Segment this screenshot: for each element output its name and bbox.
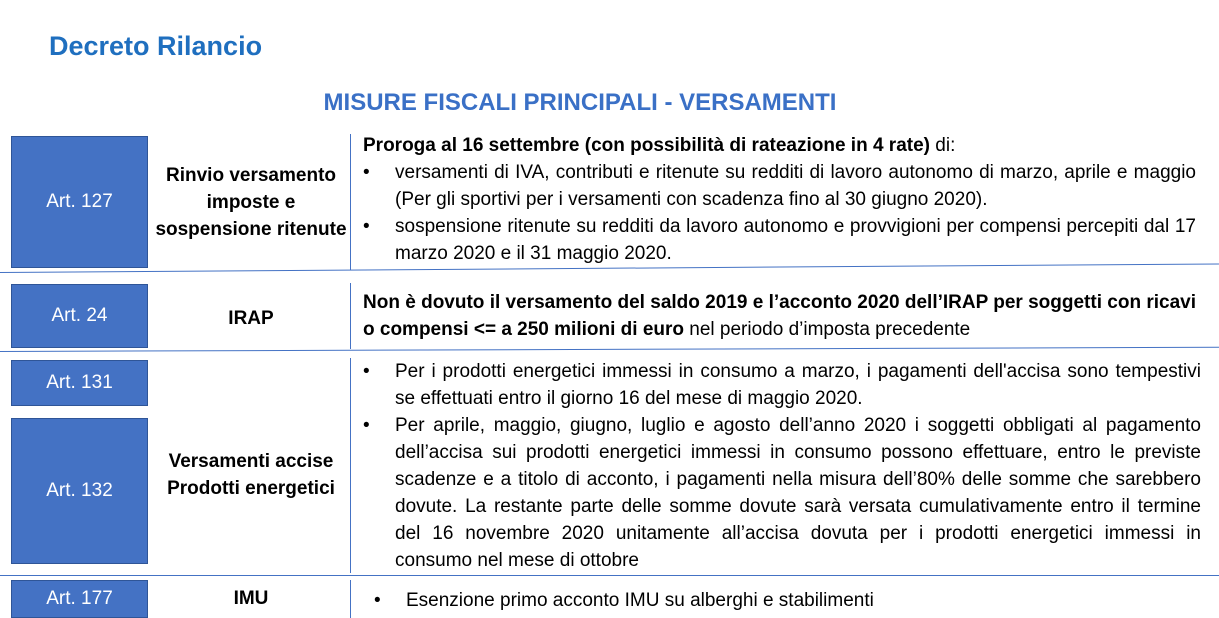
article-127-label: Art. 127 [46,191,113,212]
row-24-title: IRAP [228,307,274,329]
page-title: Decreto Rilancio [49,31,263,61]
list-item: • Per aprile, maggio, giugno, luglio e agosto dell’anno 2020 i soggetti obbligati al pagamento dell’accisa sui prodotti energetici immessi in consumo possono effettuare, entro le previste scadenze e a titolo di acconto, i pagamenti nella misura dell’80% delle somme che sarebbero dovute. La restante parte delle somme dovute sarà versata cumulativamente entro il termine del 16 novembre 2020 unitamente all’accisa dovuta per i prodotti energetici immessi in consumo nel mese di ottobre [363,412,1201,574]
row-127-intro: Proroga al 16 settembre (con possibilità di rateazione in 4 rate) di: [363,135,956,156]
row-131-132-title: Versamenti accise Prodotti energetici [167,451,335,499]
article-24-label: Art. 24 [51,305,108,326]
list-item: • Esenzione primo acconto IMU su alberghi e stabilimenti [374,587,1207,614]
article-132-box [11,418,148,564]
row-divider [0,575,1219,576]
row-127-title: Rinvio versamento imposte e sospensione ritenute [155,164,347,240]
article-131-label: Art. 131 [46,372,113,393]
list-item: • sospensione ritenute su redditi da lavoro autonomo e provvigioni per compensi percepiti dal 17 marzo 2020 e il 31 maggio 2020. [363,213,1196,267]
column-divider [350,283,351,349]
row-24-content: Non è dovuto il versamento del saldo 2019 e l’acconto 2020 dell’IRAP per soggetti con ricavi o compensi <= a 250 milioni di euro nel periodo d’imposta precedente [363,292,1196,340]
article-132-label: Art. 132 [46,480,113,501]
column-divider [350,358,351,573]
row-131-132-content [363,358,1201,574]
list-item: • Per i prodotti energetici immessi in consumo a marzo, i pagamenti dell'accisa sono tempestivi se effettuati entro il giorno 16 del mese di maggio 2020. [363,358,1201,412]
article-24-box [11,284,148,348]
row-divider [0,347,1219,352]
row-177-content [374,587,1207,614]
column-divider [350,580,351,618]
article-127-box [11,136,148,268]
article-177-box [11,580,148,618]
column-divider [350,134,351,270]
row-127-content [363,132,1196,267]
article-177-label: Art. 177 [46,588,113,609]
section-subtitle: MISURE FISCALI PRINCIPALI - VERSAMENTI [323,89,837,116]
row-177-title: IMU [233,588,269,609]
article-131-box [11,360,148,406]
list-item: • versamenti di IVA, contributi e ritenute su redditi di lavoro autonomo di marzo, aprile e maggio (Per gli sportivi per i versamenti con scadenza fino al 30 giugno 2020). [363,159,1196,213]
